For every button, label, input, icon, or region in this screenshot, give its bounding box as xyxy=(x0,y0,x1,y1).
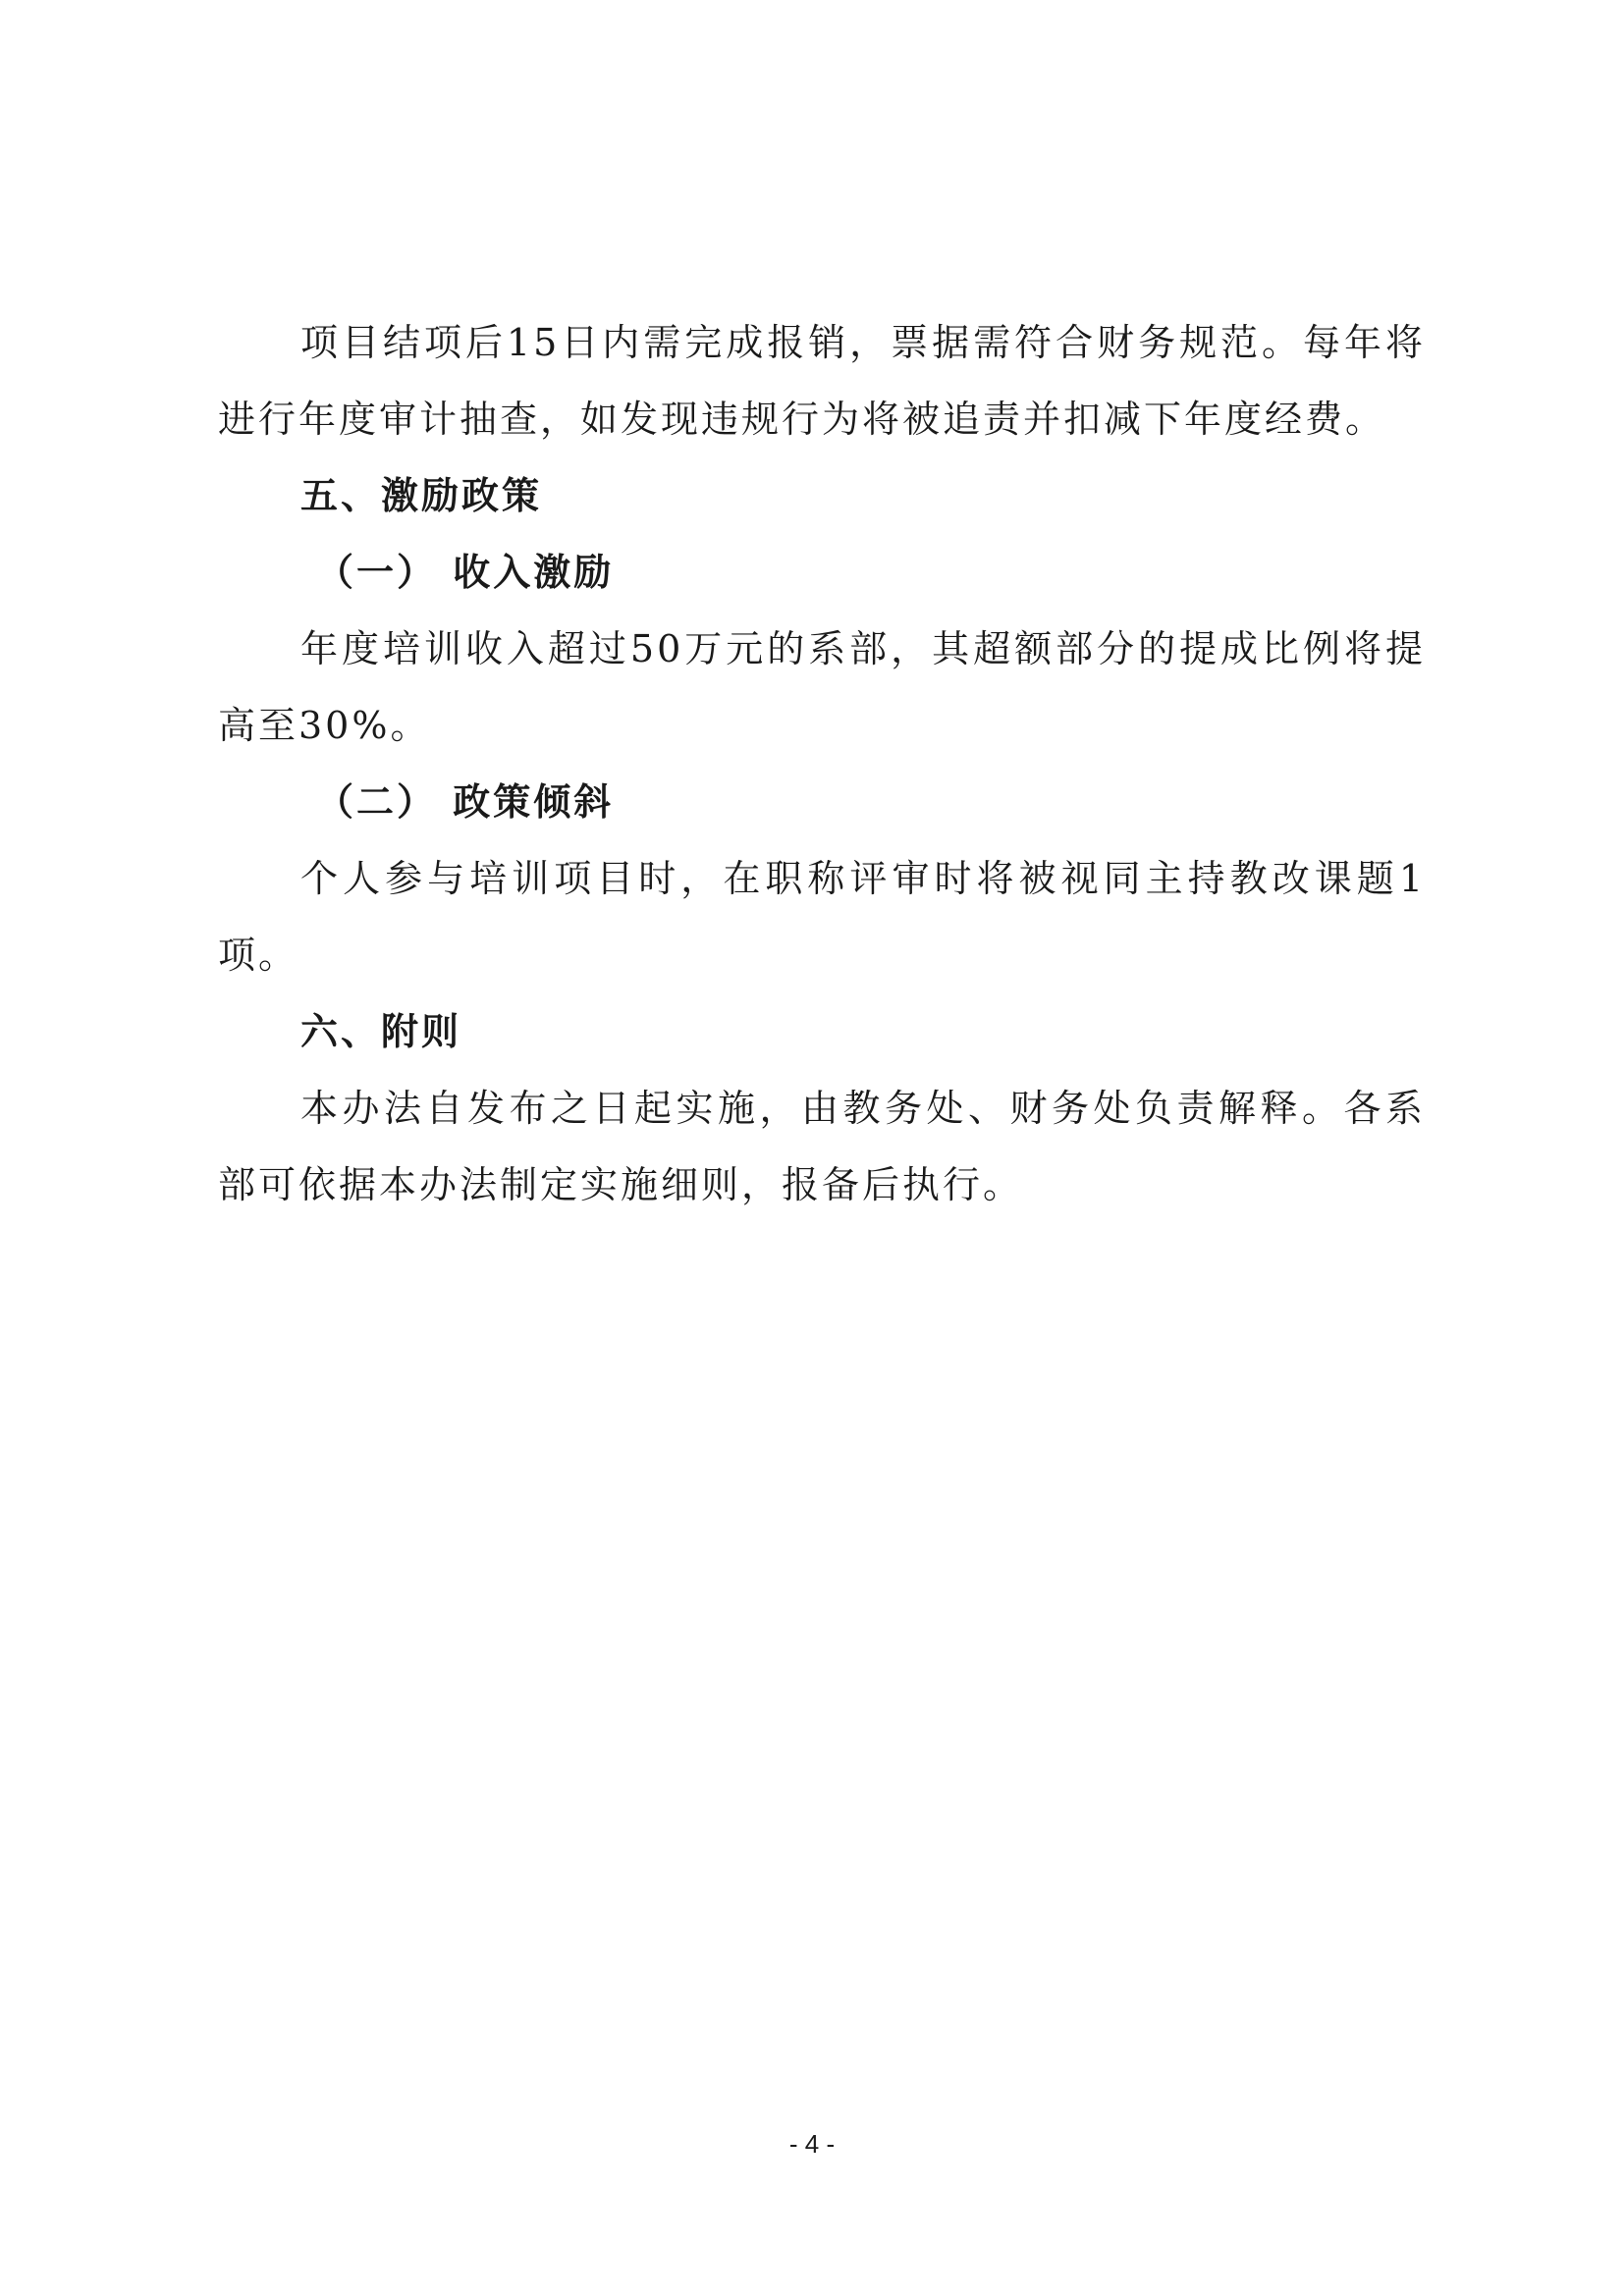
subsection-heading-policy-preference: （二） 政策倾斜 xyxy=(316,780,615,824)
paragraph-income-incentive: 年度培训收入超过50万元的系部，其超额部分的提成比例将提高至30%。 xyxy=(218,627,1426,747)
document-body xyxy=(218,304,1426,1223)
section-heading-incentive-policy: 五、激励政策 xyxy=(300,474,543,517)
page-number: - 4 - xyxy=(788,2129,836,2159)
paragraph-policy-preference: 个人参与培训项目时，在职称评审时将被视同主持教改课题1项。 xyxy=(218,857,1426,977)
subsection-heading-income-incentive: （一） 收入激励 xyxy=(316,551,615,594)
section-heading-supplementary-provisions: 六、附则 xyxy=(300,1010,462,1053)
paragraph-reimbursement: 项目结项后15日内需完成报销，票据需符合财务规范。每年将进行年度审计抽查，如发现违规行为将被追责并扣减下年度经费。 xyxy=(218,321,1426,441)
paragraph-supplementary-provisions: 本办法自发布之日起实施，由教务处、财务处负责解释。各系部可依据本办法制定实施细则，报备后执行。 xyxy=(218,1087,1426,1206)
